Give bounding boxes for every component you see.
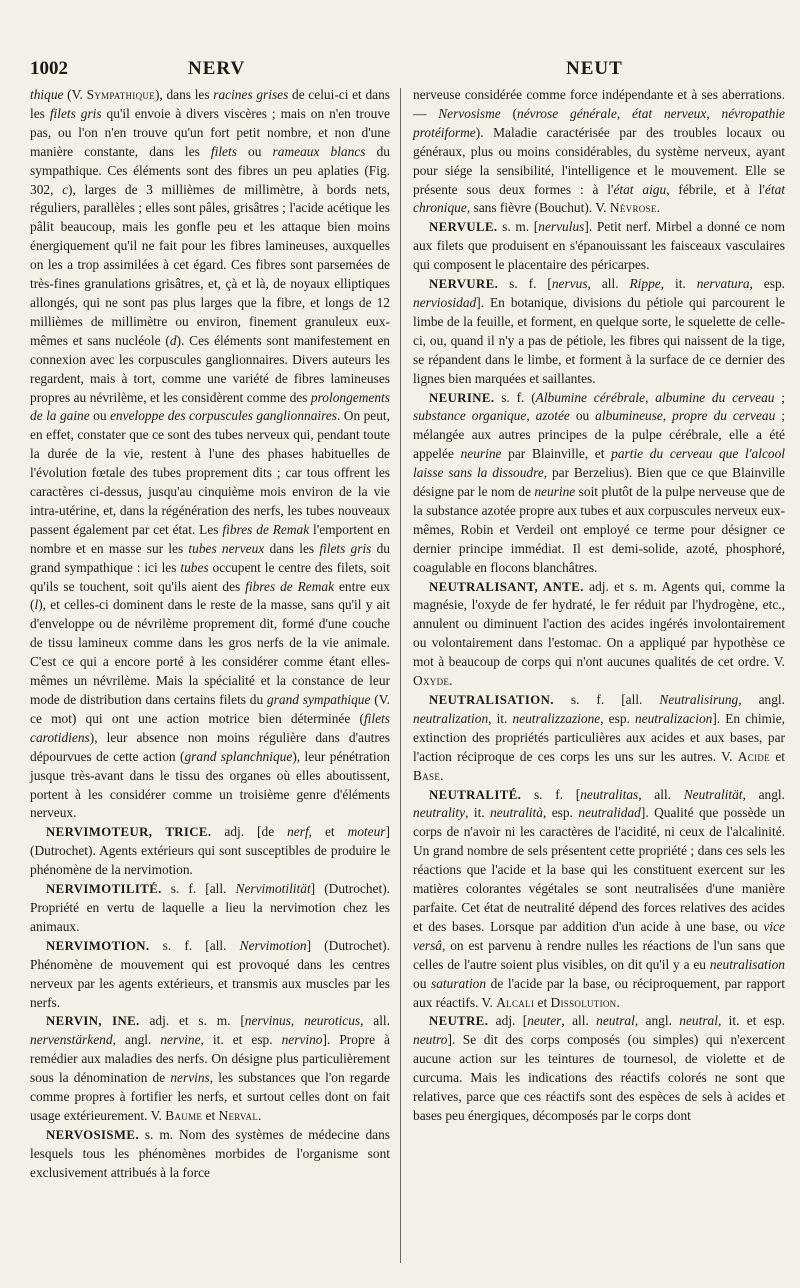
left-continued-text: thique (V. Sympathique), dans les racines grises de celui-ci et dans les filets gris qu'il envoie à divers viscères ; mais on n'en trouve pas, ou l'on n'en trouve qu'un fort petit nombre, et non d'une manière constante, dans les filets ou rameaux blancs du sympathique. Ces éléments sont des fibres un peu aplaties (Fig. 302, c), larges de 3 millièmes de millimètre, à bords nets, réguliers, parallèles ; elles sont pâles, grisâtres ; l'acide acétique les pâlit beaucoup, mais les gonfle peu et les attaque bien moins énergiquement qu'il ne fait pour les fibres lamineuses, auxquelles on les a trop assimilées à cet égard. Ces fibres sont parsemées de très-fines granulations grisâtres, et, çà et là, de noyaux elliptiques allongés, qui ne sont pas plus larges que la fibre, et longs de 12 millièmes de millimètre ou environ, finement granuleux eux-mêmes et sans nucléole (d). Ces éléments sont manifestement en connexion avec les corpuscules ganglionnaires. Divers auteurs les regardent, mais à tort, comme une variété de fibres lamineuses propres au névrilème, et les considèrent comme des prolongements de la gaine ou enveloppe des corpuscules ganglionnaires. On peut, en effet, constater que ce sont des tubes nerveux qui, pendant toute la durée de la vie, restent à l'une des phases habituelles de l'évolution fœtale des tubes proprement dits ; car tous offrent les caractères ci-dessus, jusqu'au cinquième mois environ de la vie intra-utérine, et, dans la régénération des nerfs, les tubes nouveaux passent également par cet état. Les fibres de Remak l'emportent en nombre et en masse sur les tubes nerveux dans les filets gris du grand sympathique : ici les tubes occupent le centre des filets, soit qu'ils se touchent, soit qu'ils aient des fibres de Remak entre eux (l), et celles-ci dominent dans le reste de la masse, sans qu'il y ait d'enveloppe ou de névrilème proprement dit, formé d'une couche de tissu lamineux comme dans les gros nerfs de la vie animale. C'est ce qui a encore porté à les considérer comme étant elles-mêmes un névrilème. Mais la spécialité et la constance de leur mode de distribution dans certains filets du grand sympathique (V. ce mot) qui ont une action motrice bien déterminée (filets carotidiens), leur absence non moins régulière dans d'autres dépourvues de cette action (grand splanchnique), leur pénétration jusque très-avant dans le tissu des organes où elles aboutissent, portent à les considérer comme un troisième genre d'éléments nerveux. xyxy=(30,87,391,821)
dictionary-entry: NERVIMOTION. s. f. [all. Nervimotion] (Dutrochet). Phénomène de mouvement qui est provoqué dans les centres nerveux par les agents extérieurs, et transmis aux muscles par les nerfs. xyxy=(30,937,390,1010)
dictionary-entry: NEUTRE. adj. [neuter, all. neutral, angl. neutral, it. et esp. neutro]. Se dit des corps composés (ou simples) qui n'exercent aucune action sur les teintures de tournesol, de violette et de curcuma. Mais les indications des réactifs colorés ne sont que relatives, parce que ces réactifs sont des espèces de sels à acides et bases peu énergiques, décomposés par le corps dont xyxy=(413,1013,785,1123)
dictionary-entry: NEUTRALISATION. s. f. [all. Neutralisirung, angl. neutralization, it. neutralizzazione, esp. neutralizacion]. En chimie, extinction des propriétés particulières aux acides et aux bases, par l'action réciproque de ces corps les uns sur les autres. V. Acide et Base. xyxy=(413,692,785,783)
dictionary-entry: NERVULE. s. m. [nervulus]. Petit nerf. Mirbel a donné ce nom aux filets que produisent en s'épanouissant les faisceaux vasculaires qui composent le placentaire des péricarpes. xyxy=(413,219,785,273)
dictionary-entry: NERVOSISME. s. m. Nom des systèmes de médecine dans lesquels tous les phénomènes morbides de l'organisme sont exclusivement attribués à la force xyxy=(30,1126,390,1180)
dictionary-entry: NERVIMOTEUR, TRICE. adj. [de nerf, et moteur] (Dutrochet). Agents extérieurs qui sont susceptibles de produire le phénomène de la nervimotion. xyxy=(30,824,390,878)
dictionary-entry: NEUTRALISANT, ANTE. adj. et s. m. Agents qui, comme la magnésie, l'oxyde de fer hydraté, le fer réduit par l'hydrogène, etc., annulent ou diminuent l'action des acides ingérés involontairement ou volontairement dans l'estomac. On a appliqué par hypothèse ce mot à beaucoup de corps qui n'ont aucunes qualités de cet ordre. V. Oxyde. xyxy=(413,578,785,689)
dictionary-entry: NERVURE. s. f. [nervus, all. Rippe, it. nervatura, esp. nerviosidad]. En botanique, divisions du pétiole qui parcourent le limbe de la feuille, et forment, en quelque sorte, le squelette de celle-ci, ou, quand il n'y a pas de pétiole, les fibres qui naissent de la tige, se répandent dans le limbe, et forment à la surface de ce dernier des lignes bien marquées et saillantes. xyxy=(413,276,785,386)
dictionary-entry: NEUTRALITÉ. s. f. [neutralitas, all. Neutralität, angl. neutrality, it. neutralità, esp. neutralidad]. Qualité que possède un corps de n'avoir ni les caractères de l'acidité, ni ceux de l'alcalinité. Un grand nombre de sels présentent cette propriété ; dans ces sels les réactions que l'acide et la base qui les constituent exercent sur les matières colorantes végétales se sont neutralisées d'une manière parfaite. Cet état de neutralité dépend des forces relatives des acides et des bases. Lorsque par addition d'un acide à une base, ou vice versâ, on est parvenu à rendre nulles les réactions de l'un sans que celles de l'autre soient plus visibles, on dit qu'il y a eu neutralisation ou saturation de l'acide par la base, ou réciproquement, par rapport aux réactifs. V. Alcali et Dissolution. xyxy=(413,786,785,1010)
dictionary-entry: NERVIN, INE. adj. et s. m. [nervinus, neuroticus, all. nervenstärkend, angl. nervine, it. et esp. nervino]. Propre à remédier aux maladies des nerfs. On désigne plus particulièrement sous la dénomination de nervins, les substances que l'on regarde comme propres à fortifier les nerfs, et surtout celles dont on fait usage extérieurement. V. Baume et Nerval. xyxy=(30,1013,391,1123)
right-continued-text: nerveuse considérée comme force indépendante et à ses aberrations. — Nervosisme (névrose générale, état nerveux, névropathie protéiforme). Maladie caractérisée par des troubles locaux ou généraux, plus ou moins considérables, du système nerveux, ayant pour siége la sensibilité, l'intelligence et le mouvement. Elle se présente sous deux formes : à l'état aigu, fébrile, et à l'état chronique, sans fièvre (Bouchut). V. Névrose. xyxy=(413,87,785,216)
dictionary-entry: NERVIMOTILITÉ. s. f. [all. Nervimotilität] (Dutrochet). Propriété en vertu de laquelle a lieu la nervimotion chez les animaux. xyxy=(30,881,390,934)
running-header xyxy=(0,58,800,84)
right-column xyxy=(413,86,785,1126)
page-number: 1002 xyxy=(30,58,68,79)
left-guide-word: NERV xyxy=(188,58,246,79)
column-divider xyxy=(400,88,401,1263)
right-guide-word: NEUT xyxy=(566,58,623,79)
left-column xyxy=(30,86,390,1183)
dictionary-entry: NEURINE. s. f. (Albumine cérébrale, albumine du cerveau ; substance organique, azotée ou albumineuse, propre du cerveau ; mélangée aux autres principes de la pulpe cérébrale, elle a été appelée neurine par Blainville, et partie du cerveau que l'alcool laisse sans la dissoudre, par Berzelius). Bien que ce que Blainville désigne par le nom de neurine soit plutôt de la pulpe nerveuse que de la substance azotée propre aux tubes et aux corpuscules nerveux eux-mêmes, Robin et Verdeil ont employé ce terme pour désigner ce dernier principe immédiat. Il est demi-solide, azoté, phosphoré, coagulable en flocons blanchâtres. xyxy=(413,389,786,575)
